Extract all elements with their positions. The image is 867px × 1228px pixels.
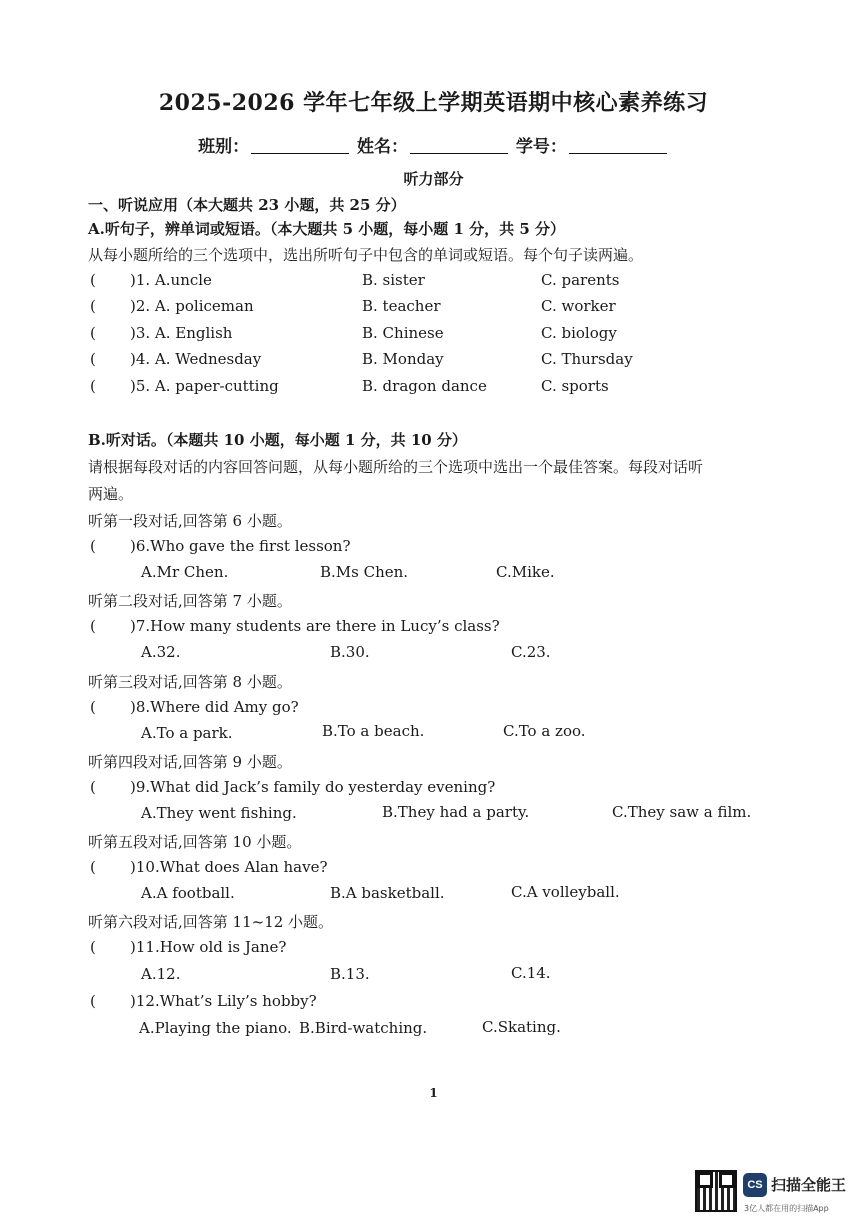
- camscanner-logo-icon: CS: [743, 1173, 767, 1197]
- question-stem: )6.Who gave the first lesson?: [130, 537, 351, 555]
- option-b: B.Ms Chen.: [320, 563, 409, 581]
- dialogue-intro: 听第四段对话,回答第 9 小题。: [88, 753, 292, 771]
- answer-paren[interactable]: (: [90, 698, 96, 716]
- option-b: B. Chinese: [362, 324, 444, 342]
- answer-paren[interactable]: (: [90, 617, 96, 635]
- answer-paren[interactable]: (: [90, 778, 96, 796]
- option-c: C.To a zoo.: [503, 722, 586, 740]
- dialogue-intro: 听第三段对话,回答第 8 小题。: [88, 673, 292, 691]
- answer-paren[interactable]: (: [90, 350, 96, 368]
- answer-paren[interactable]: (: [90, 537, 96, 555]
- option-c: C.Mike.: [496, 563, 555, 581]
- option-a: A.Mr Chen.: [141, 563, 229, 581]
- question-stem: )8.Where did Amy go?: [130, 698, 299, 716]
- student-info-line: [0, 132, 867, 157]
- page-number: 1: [429, 1086, 438, 1100]
- option-c: C. worker: [541, 297, 616, 315]
- question-stem: )4. A. Wednesday: [130, 350, 262, 368]
- answer-paren[interactable]: (: [90, 377, 96, 395]
- question-stem: )3. A. English: [130, 324, 233, 342]
- question-stem: )10.What does Alan have?: [130, 858, 328, 876]
- name-blank: [410, 137, 508, 154]
- option-b: B.A basketball.: [330, 884, 445, 902]
- option-b: B.30.: [330, 643, 370, 661]
- option-a: A.To a park.: [141, 724, 233, 742]
- answer-paren[interactable]: (: [90, 297, 96, 315]
- option-a: A.They went fishing.: [141, 804, 297, 822]
- option-a: A.Playing the piano.: [139, 1019, 292, 1037]
- scanner-brand-tagline: 3亿人都在用的扫描App: [744, 1204, 829, 1213]
- dialogue-intro: 听第一段对话,回答第 6 小题。: [88, 512, 292, 530]
- answer-paren[interactable]: (: [90, 992, 96, 1010]
- question-stem: )5. A. paper-cutting: [130, 377, 279, 395]
- dialogue-intro: 听第六段对话,回答第 11~12 小题。: [88, 913, 334, 931]
- option-c: C.They saw a film.: [612, 803, 752, 821]
- option-c: C. sports: [541, 377, 609, 395]
- sectionB-heading: B.听对话。（本题共 10 小题，每小题 1 分，共 10 分）: [88, 431, 467, 449]
- answer-paren[interactable]: (: [90, 271, 96, 289]
- question-stem: )7.How many students are there in Lucy’s class?: [130, 617, 500, 635]
- listening-part-title: 听力部分: [403, 170, 464, 188]
- option-c: C.A volleyball.: [511, 883, 620, 901]
- sectionB-instruction-line2: 两遍。: [88, 485, 134, 503]
- option-a: A.A football.: [141, 884, 235, 902]
- dialogue-intro: 听第二段对话,回答第 7 小题。: [88, 592, 292, 610]
- option-b: B. teacher: [362, 297, 441, 315]
- scanner-brand-name: 扫描全能王: [771, 1176, 847, 1194]
- option-b: B. Monday: [362, 350, 444, 368]
- class-label: 班别：: [198, 137, 250, 157]
- id-blank: [569, 137, 667, 154]
- question-stem: )11.How old is Jane?: [130, 938, 287, 956]
- sectionA-heading: A.听句子，辨单词或短语。（本大题共 5 小题，每小题 1 分，共 5 分）: [88, 220, 566, 238]
- option-b: B.Bird-watching.: [299, 1019, 428, 1037]
- option-a: A.12.: [141, 965, 181, 983]
- option-c: C. biology: [541, 324, 617, 342]
- dialogue-intro: 听第五段对话,回答第 10 小题。: [88, 833, 302, 851]
- option-b: B.13.: [330, 965, 370, 983]
- option-b: B. sister: [362, 271, 425, 289]
- id-label: 学号：: [515, 137, 567, 157]
- class-blank: [251, 137, 349, 154]
- question-stem: )9.What did Jack’s family do yesterday evening?: [130, 778, 496, 796]
- name-label: 姓名：: [357, 137, 408, 157]
- qr-code-icon: [695, 1170, 737, 1212]
- option-c: C.23.: [511, 643, 551, 661]
- option-c: C.Skating.: [482, 1018, 561, 1036]
- option-c: C. parents: [541, 271, 620, 289]
- sectionA-instruction: 从每小题所给的三个选项中，选出所听句子中包含的单词或短语。每个句子读两遍。: [88, 246, 644, 264]
- question-stem: )12.What’s Lily’s hobby?: [130, 992, 317, 1010]
- answer-paren[interactable]: (: [90, 324, 96, 342]
- question-stem: )1. A.uncle: [130, 271, 212, 289]
- question-stem: )2. A. policeman: [130, 297, 254, 315]
- option-c: C. Thursday: [541, 350, 633, 368]
- answer-paren[interactable]: (: [90, 858, 96, 876]
- option-b: B.To a beach.: [322, 722, 425, 740]
- sectionB-instruction-line1: 请根据每段对话的内容回答问题，从每小题所给的三个选项中选出一个最佳答案。每段对话听: [88, 458, 704, 476]
- part1-heading: 一、听说应用（本大题共 23 小题，共 25 分）: [88, 196, 406, 214]
- answer-paren[interactable]: (: [90, 938, 96, 956]
- option-c: C.14.: [511, 964, 551, 982]
- option-b: B.They had a party.: [382, 803, 530, 821]
- option-a: A.32.: [141, 643, 181, 661]
- option-b: B. dragon dance: [362, 377, 487, 395]
- exam-title: 2025-2026 学年七年级上学期英语期中核心素养练习: [158, 90, 709, 116]
